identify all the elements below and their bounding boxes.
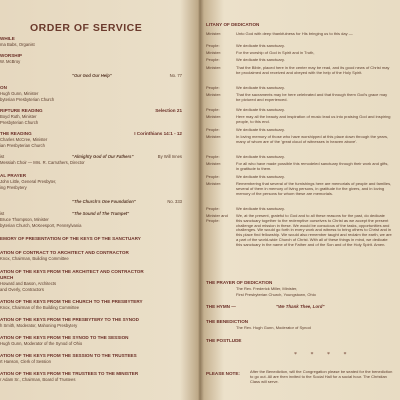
litany-text: For the worship of God in Spirit and in Truth,	[236, 50, 315, 55]
please-note-text: After the Benediction, will the Congregation please be seated for the benediction to go out. All are then invited to the Social Hall for a social hour. The Christian Class will serve.	[250, 369, 393, 384]
service-line	[0, 305, 196, 310]
service-line-text: Charles McCree, Minister	[0, 137, 48, 142]
service-line-text: Boyd Ruth, Minister	[0, 114, 37, 119]
service-line	[0, 223, 196, 228]
service-line-text: URCH	[0, 275, 14, 280]
service-line	[0, 217, 196, 222]
service-line	[0, 91, 196, 96]
litany-text: In loving memory of those who have worshipped at this place down through the years, many of whom are of the 'great cloud of witnesses in heaven above'.	[236, 134, 389, 144]
service-line	[0, 97, 196, 102]
litany-line	[206, 214, 400, 248]
litany-text: We dedicate this sanctuary.	[236, 57, 285, 62]
service-line-text: ATION OF THE KEYS FROM THE CHURCH TO THE PRESBYTERY	[0, 299, 143, 304]
service-line-text: EMORY OF PRESENTATION OF THE KEYS OF THE SANCTUARY	[0, 236, 141, 241]
service-line	[0, 42, 196, 47]
litany-speaker: People:	[206, 107, 220, 112]
litany-speaker: Minister:	[206, 92, 222, 97]
litany-speaker: People:	[206, 85, 220, 90]
litany-text: We dedicate this sanctuary.	[236, 43, 285, 48]
service-line-text: Hugh Gunn, Moderator of the Synod of Ohio	[0, 341, 83, 346]
hymn-title: "We Thank Thee, Lord"	[276, 304, 325, 309]
service-line	[0, 211, 196, 216]
litany-text: We dedicate this sanctuary.	[236, 107, 285, 112]
service-line	[0, 120, 196, 125]
litany-speaker: Minister:	[206, 114, 222, 119]
litany-text: For all who have made possible this remodeled sanctuary through their work and gifts, in gratitude to them.	[236, 161, 389, 171]
service-line-text: byterian Church, McKeesport, Pennsylvania	[0, 223, 82, 228]
litany-line	[206, 66, 400, 76]
service-section-heading	[0, 275, 196, 280]
litany-line	[206, 182, 400, 196]
please-note-label: PLEASE NOTE:	[206, 371, 240, 376]
litany-text: That the Bible, placed here in the center may be read, and its good news of Christ may be proclaimed and received and obeyed with the help of the Holy Spirit.	[236, 65, 390, 75]
litany-line	[206, 115, 400, 125]
service-section-heading	[0, 371, 196, 376]
right-section-detail: First Presbyterian Church, Youngstown, Ohio	[236, 292, 316, 297]
service-section-heading	[0, 173, 196, 178]
service-line-text: WORSHIP	[0, 53, 22, 58]
litany-line	[206, 58, 400, 63]
litany-text: We dedicate this sanctuary.	[236, 127, 285, 132]
service-line-text: r Adam Sr., Chairman, Board of Trustees	[0, 377, 76, 382]
service-section-heading	[0, 85, 196, 90]
service-section-heading	[0, 131, 196, 136]
litany-speaker: People:	[206, 206, 220, 211]
service-section-heading	[0, 335, 196, 340]
litany-line	[206, 32, 400, 37]
service-line-text: rt Hanson, Clerk of Session	[0, 359, 51, 364]
service-line-text: Bruce Thompson, Minister	[0, 217, 49, 222]
service-line	[0, 137, 196, 142]
litany-speaker: Minister:	[206, 134, 222, 139]
litany-speaker: People:	[206, 154, 220, 159]
litany-speaker: People:	[206, 174, 220, 179]
decorative-stars: * * * *	[294, 352, 353, 358]
service-line-title: "Our God Our Help"	[72, 73, 112, 78]
service-line	[0, 287, 196, 292]
right-section-detail: The Rev. Frederick Miller, Minister,	[236, 286, 298, 291]
left-page	[0, 0, 196, 400]
litany-line	[206, 135, 400, 145]
litany-text: Here may all the beauty and inspiration of music lead us into praising God and inspiring people, to this end.	[236, 114, 391, 124]
service-line-text: ist	[0, 154, 5, 159]
litany-speaker: Minister:	[206, 65, 222, 70]
litany-text: Remembering that several of the furnishings here are memorials of people and families, several of them in memory of living persons, in gratitude for the givers, and in loving memory of the persons for whom these are memorials.	[236, 181, 392, 196]
right-section-heading: THE BENEDICTION	[206, 319, 249, 324]
service-line-text: ATION OF THE KEYS FROM THE ARCHITECT AND CONTRACTOR	[0, 269, 144, 274]
service-section-heading	[0, 53, 196, 58]
service-line-text: ATION OF THE KEYS FROM THE SYNOD TO THE SESSION	[0, 335, 129, 340]
service-line	[0, 160, 196, 165]
service-line-reference: By Will Innes	[157, 154, 182, 159]
service-line-text: ma Babs, Organist	[0, 42, 35, 47]
litany-line	[206, 86, 400, 91]
litany-text: We dedicate this sanctuary.	[236, 206, 285, 211]
service-line-text: ATION OF CONTRACT TO ARCHITECT AND CONTRACTOR	[0, 250, 129, 255]
litany-speaker: Minister and People:	[206, 213, 228, 223]
order-of-service-title: ORDER OF SERVICE	[30, 22, 143, 34]
service-line-reference: No. 77	[169, 73, 182, 78]
litany-text: Unto God with deep thankfulness for His bringing us to this day —	[236, 31, 353, 36]
service-line-text: THE READING	[0, 131, 32, 136]
litany-speaker: People:	[206, 127, 220, 132]
service-line-text: ATION OF THE KEYS FROM THE SESSION TO THE TRUSTEES	[0, 353, 137, 358]
service-line-text: W. McBroy	[0, 59, 21, 64]
right-section-detail: The Rev. Hugh Gunn, Moderator of Synod	[236, 325, 311, 330]
service-line-text: and Overly, Contractors	[0, 287, 44, 292]
litany-heading: LITANY OF DEDICATION	[206, 22, 260, 27]
service-line-title: "Almighty God of Our Fathers"	[72, 154, 134, 159]
service-section-heading	[0, 36, 196, 41]
service-line-text: John Little, General Presbyter,	[0, 179, 57, 184]
service-line-text: AL PRAYER	[0, 173, 27, 178]
service-line	[0, 179, 196, 184]
service-line-reference: No. 333	[167, 199, 182, 204]
service-line-text: RIPTURE READING	[0, 108, 43, 113]
litany-speaker: Minister:	[206, 161, 222, 166]
litany-speaker: Minister:	[206, 31, 222, 36]
service-section-heading	[0, 108, 196, 113]
litany-line	[206, 51, 400, 56]
service-section-heading	[0, 269, 196, 274]
service-line-text: Howard and Bason, Architects	[0, 281, 57, 286]
service-line	[0, 377, 196, 382]
service-line-text: ist	[0, 211, 5, 216]
litany-line	[206, 175, 400, 180]
service-line-text: WHILE	[0, 36, 15, 41]
service-section-heading	[0, 353, 196, 358]
service-section-heading	[0, 236, 196, 241]
service-line	[0, 341, 196, 346]
service-line-text: ON	[0, 85, 7, 90]
service-line-text: h Smith, Moderator, Mahoning Presbytery	[0, 323, 78, 328]
service-line-title: "The Church's One Foundation"	[72, 199, 136, 204]
litany-line	[206, 108, 400, 113]
service-line	[0, 143, 196, 148]
service-line-text: Hugh Gunn, Minister	[0, 91, 39, 96]
litany-speaker: People:	[206, 57, 220, 62]
service-section-heading	[0, 299, 196, 304]
service-line-text: Knox, Chairman, Building Committee	[0, 256, 69, 261]
litany-text: We dedicate this sanctuary.	[236, 174, 285, 179]
service-line	[0, 59, 196, 64]
service-line-reference: I Corinthians 14:1 - 12	[134, 131, 182, 136]
service-line-text: ATION OF THE KEYS FROM THE PRESBYTERY TO THE SYNOD	[0, 317, 139, 322]
litany-text: We, at the present, grateful to God and to all these reasons for the past, do dedicate this sanctuary together to the redemptive ourselves to Christ as we accept the present challenge and mission in these. We would be conscious of the tasks, opportunities and challenges. We would go forth in every work and witness to bring others to Christ and in this place find fellowship. We would also remember taught and reclaim the earth, we are a part of the world-wide Church of Christ. With all of these things in mind, we dedicate this sanctuary in the name of the Father and of the Son and of the Holy Spirit. Amen.	[236, 213, 392, 247]
litany-line	[206, 93, 400, 103]
litany-speaker: People:	[206, 43, 220, 48]
right-section-heading: THE POSTLUDE	[206, 338, 242, 343]
right-page	[206, 0, 400, 400]
service-line	[0, 359, 196, 364]
service-line	[0, 256, 196, 261]
litany-line	[206, 155, 400, 160]
service-line-text: Presbyterian Church	[0, 120, 39, 125]
litany-speaker: Minister:	[206, 50, 222, 55]
litany-text: We dedicate this sanctuary.	[236, 154, 285, 159]
service-line	[0, 281, 196, 286]
litany-speaker: Minister:	[206, 181, 222, 186]
service-line-title: "The Sound of The Trumpet"	[72, 211, 130, 216]
service-section-heading	[0, 250, 196, 255]
service-line	[0, 185, 196, 190]
service-line-reference: Selection 21	[155, 108, 182, 113]
service-line	[0, 323, 196, 328]
service-section-heading	[0, 317, 196, 322]
litany-text: That the sacraments may be here celebrated and that through them God's grace may be pictured and experienced.	[236, 92, 388, 102]
litany-line	[206, 207, 400, 212]
service-line-text: Messiah Choir — Mrs. R. Carruthers, Director	[0, 160, 85, 165]
litany-line	[206, 128, 400, 133]
service-line	[0, 154, 196, 159]
litany-line	[206, 162, 400, 172]
service-line-text: byterian Presbyterian Church	[0, 97, 55, 102]
service-line-text: ATION OF THE KEYS FROM THE TRUSTEES TO THE MINISTER	[0, 371, 139, 376]
right-section-heading: THE HYMN —	[206, 304, 236, 309]
right-section-heading: THE PRAYER OF DEDICATION	[206, 280, 273, 285]
service-line	[0, 114, 196, 119]
litany-text: We dedicate this sanctuary.	[236, 85, 285, 90]
service-line-text: ing Presbytery	[0, 185, 27, 190]
litany-line	[206, 44, 400, 49]
service-line-text: Knox, Chairman of the Building Committee	[0, 305, 80, 310]
service-line-text: ian Presbyterian Church	[0, 143, 45, 148]
